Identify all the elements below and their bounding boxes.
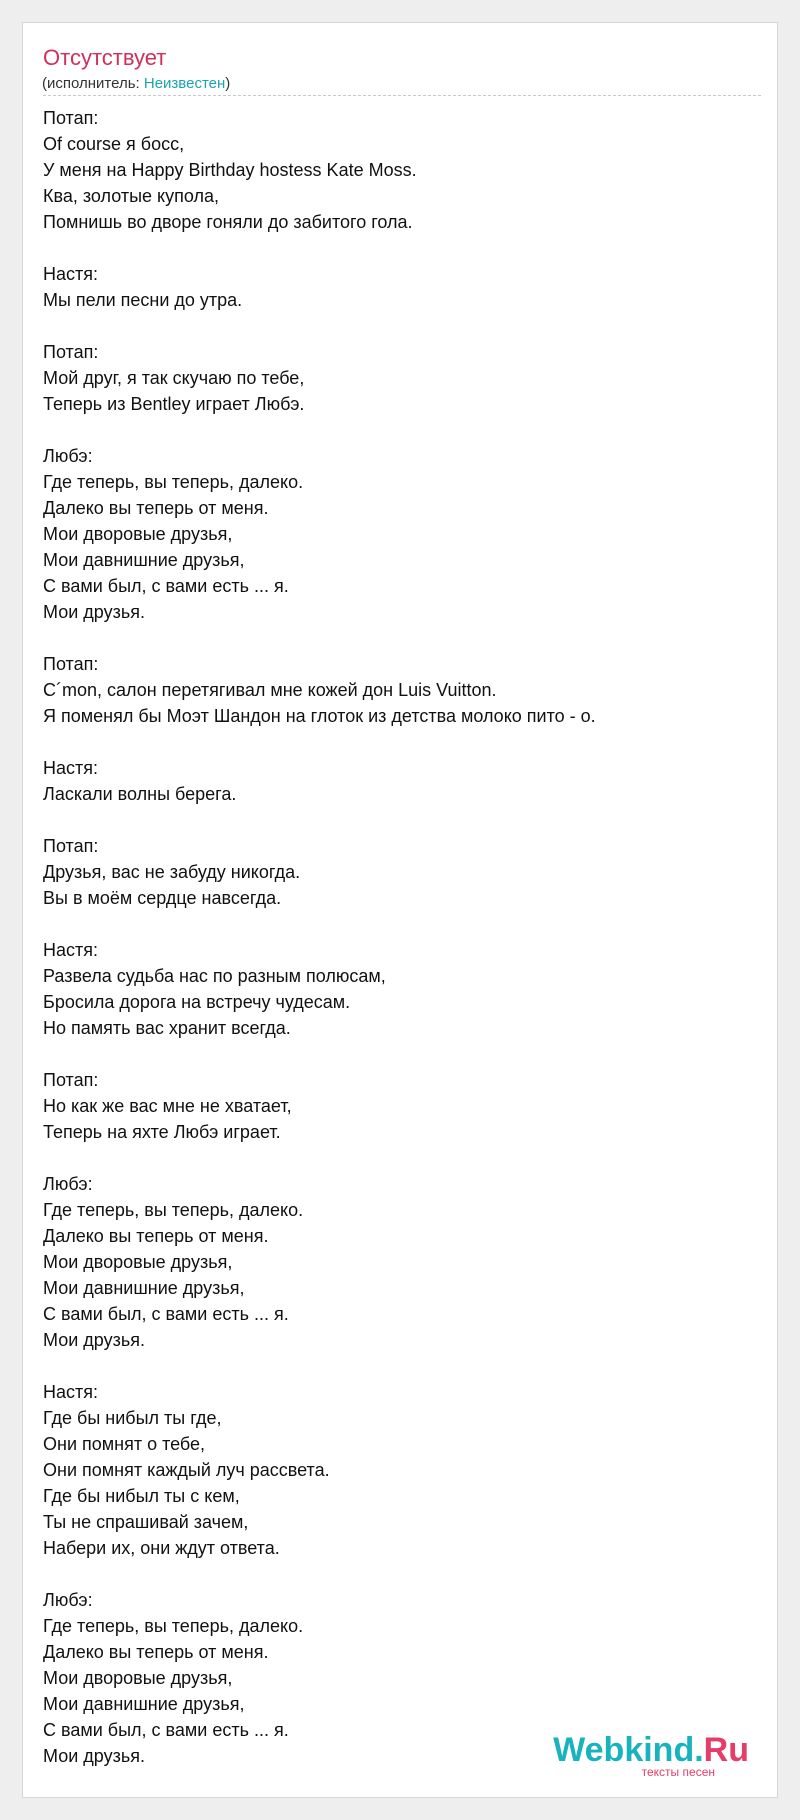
lyric-line: Где теперь, вы теперь, далеко. [43, 1200, 304, 1220]
lyric-line: Потап: [43, 108, 99, 128]
lyric-line: Теперь из Bentley играет Любэ. [43, 394, 305, 414]
lyric-line: Ква, золотые купола, [43, 186, 219, 206]
lyric-line: Мои дворовые друзья, [43, 524, 233, 544]
lyric-line: Потап: [43, 654, 99, 674]
lyric-line: Любэ: [43, 1174, 93, 1194]
song-meta [42, 74, 230, 94]
lyric-line: Я поменял бы Моэт Шандон на глоток из детства молоко пито - о. [43, 706, 596, 726]
stanza-gap [43, 1145, 743, 1171]
lyric-line: Развела судьба нас по разным полюсам, [43, 966, 386, 986]
song-title: Отсутствует [43, 45, 167, 70]
lyric-line: Потап: [43, 836, 99, 856]
lyric-line: Of course я босс, [43, 134, 185, 154]
lyric-line: С вами был, с вами есть ... я. [43, 1720, 289, 1740]
lyric-line: Настя: [43, 264, 99, 284]
lyric-line: Любэ: [43, 1590, 93, 1610]
lyric-line: Мои давнишние друзья, [43, 550, 245, 570]
lyric-line: Они помнят каждый луч рассвета. [43, 1460, 330, 1480]
lyric-line: Но память вас хранит всегда. [43, 1018, 291, 1038]
stanza-gap [43, 235, 743, 261]
site-logo[interactable] [553, 1733, 749, 1779]
stanza-gap [43, 313, 743, 339]
lyric-line: Где теперь, вы теперь, далеко. [43, 1616, 304, 1636]
lyric-line: Друзья, вас не забуду никогда. [43, 862, 301, 882]
lyric-line: Настя: [43, 1382, 99, 1402]
lyric-line: Где бы нибыл ты где, [43, 1408, 222, 1428]
lyric-line: Далеко вы теперь от меня. [43, 498, 269, 518]
stanza-gap [43, 1353, 743, 1379]
meta-prefix: (исполнитель: [42, 75, 144, 92]
lyric-line: Мой друг, я так скучаю по тебе, [43, 368, 305, 388]
stanza-gap [43, 625, 743, 651]
lyric-line: Потап: [43, 1070, 99, 1090]
logo-tagline: тексты песен [641, 1765, 715, 1779]
lyric-line: Но как же вас мне не хватает, [43, 1096, 292, 1116]
lyric-line: Мои давнишние друзья, [43, 1278, 245, 1298]
lyric-line: Мои дворовые друзья, [43, 1252, 233, 1272]
lyric-line: Помнишь во дворе гоняли до забитого гола. [43, 212, 413, 232]
logo-wordmark [553, 1733, 749, 1767]
lyric-line: Любэ: [43, 446, 93, 466]
lyric-line: Мы пели песни до утра. [43, 290, 243, 310]
lyric-line: Ласкали волны берега. [43, 784, 237, 804]
lyrics-text [43, 105, 743, 1769]
stanza-gap [43, 729, 743, 755]
lyric-line: Потап: [43, 342, 99, 362]
lyric-line: С вами был, с вами есть ... я. [43, 1304, 289, 1324]
lyric-line: Мои дворовые друзья, [43, 1668, 233, 1688]
logo-tld: Ru [703, 1731, 749, 1769]
logo-name: Webkind [553, 1731, 695, 1769]
lyric-line: Где бы нибыл ты с кем, [43, 1486, 240, 1506]
lyric-line: Настя: [43, 758, 99, 778]
lyric-line: Бросила дорога на встречу чудесам. [43, 992, 351, 1012]
title-divider [43, 95, 761, 96]
logo-dot: . [694, 1731, 704, 1769]
lyric-line: У меня на Happy Birthday hostess Kate Moss. [43, 160, 417, 180]
lyric-line: Вы в моём сердце навсегда. [43, 888, 282, 908]
lyric-line: Мои давнишние друзья, [43, 1694, 245, 1714]
lyric-line: Ты не спрашивай зачем, [43, 1512, 249, 1532]
lyric-line: Они помнят о тебе, [43, 1434, 206, 1454]
stanza-gap [43, 1561, 743, 1587]
stanza-gap [43, 1041, 743, 1067]
stanza-gap [43, 807, 743, 833]
lyric-line: Далеко вы теперь от меня. [43, 1226, 269, 1246]
lyric-line: Где теперь, вы теперь, далеко. [43, 472, 304, 492]
meta-suffix: ) [225, 75, 231, 92]
stanza-gap [43, 417, 743, 443]
lyric-line: Настя: [43, 940, 99, 960]
lyric-line: Теперь на яхте Любэ играет. [43, 1122, 281, 1142]
lyrics-card [22, 22, 778, 1798]
lyric-line: Мои друзья. [43, 1330, 145, 1350]
lyric-line: Далеко вы теперь от меня. [43, 1642, 269, 1662]
artist-link[interactable]: Неизвестен [143, 75, 226, 92]
lyric-line: Мои друзья. [43, 602, 145, 622]
lyric-line: Мои друзья. [43, 1746, 145, 1766]
lyric-line: С вами был, с вами есть ... я. [43, 576, 289, 596]
lyric-line: Набери их, они ждут ответа. [43, 1538, 280, 1558]
lyric-line: C´mon, салон перетягивал мне кожей дон Luis Vuitton. [43, 680, 497, 700]
stanza-gap [43, 911, 743, 937]
